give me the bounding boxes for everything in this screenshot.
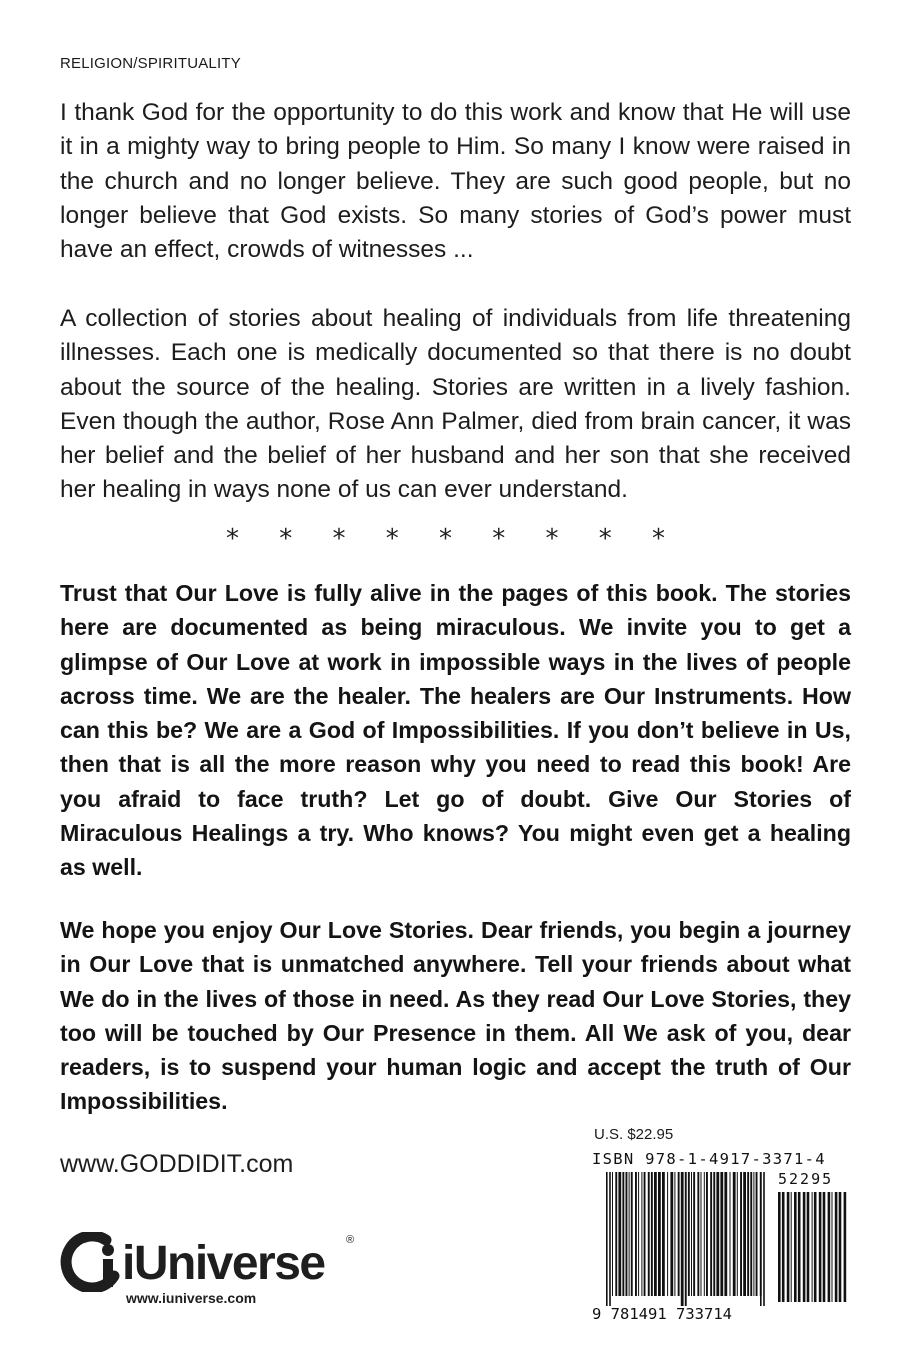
barcode-bar <box>828 1192 831 1302</box>
barcode-bar <box>753 1172 754 1296</box>
barcode-bar <box>823 1192 826 1302</box>
barcode-bar <box>631 1172 633 1296</box>
section-separator: * * * * * * * * * <box>225 524 682 554</box>
barcode-bar <box>606 1172 608 1306</box>
barcode-bar <box>622 1172 624 1296</box>
price-label: U.S. $22.95 <box>594 1126 674 1143</box>
barcode-bar <box>720 1172 723 1296</box>
barcode-bar <box>635 1172 637 1296</box>
barcode-bar <box>626 1172 628 1296</box>
barcode-bar <box>839 1192 842 1302</box>
barcode-bar <box>615 1172 617 1296</box>
barcode-bars <box>592 1172 848 1306</box>
barcode-bar <box>819 1192 822 1302</box>
isbn-barcode <box>592 1150 848 1328</box>
barcode-bar <box>704 1172 705 1296</box>
barcode-bar <box>658 1172 661 1296</box>
publisher-name: iUniverse <box>122 1237 325 1290</box>
barcode-bar <box>724 1172 727 1296</box>
bold-paragraph-enjoy: We hope you enjoy Our Love Stories. Dear friends, you begin a journey in Our Love that is unmatched anywhere. Tell your friends about what We do in the lives of those in need. As they read Our Love Stories, they too will be touched by Our Presence in them. All We ask of you, dear readers, is to suspend your human logic and accept the truth of Our Impossibilities. <box>60 917 851 1115</box>
barcode-bar <box>685 1172 687 1306</box>
barcode-bar <box>733 1172 736 1296</box>
barcode-bar <box>678 1172 680 1296</box>
barcode-bar <box>662 1172 665 1296</box>
addon-code: 52295 <box>778 1170 834 1188</box>
barcode-bar <box>794 1192 797 1302</box>
barcode-bar <box>629 1172 630 1296</box>
barcode-bar <box>641 1172 642 1296</box>
barcode-bar <box>701 1172 702 1296</box>
barcode-bar <box>763 1172 765 1306</box>
publisher-logo <box>60 1228 380 1318</box>
description-paragraph: A collection of stories about healing of individuals from life threatening illnesses. Each one is medically documented so that there is no doubt about the source of the healing. Stories are written in a lively fashion. Even though the author, Rose Ann Palmer, died from brain cancer, it was her belief and the belief of her husband and her son that she received her healing in ways none of us can ever understand. <box>60 305 851 504</box>
barcode-bar <box>688 1172 690 1296</box>
website-link[interactable]: www.GODDIDIT.com <box>60 1150 294 1178</box>
barcode-bar <box>812 1192 813 1302</box>
barcode-bar <box>681 1172 684 1306</box>
barcode-bar <box>782 1192 785 1302</box>
barcode-bar <box>716 1172 719 1296</box>
barcode-bar <box>674 1172 675 1296</box>
barcode-bar <box>654 1172 657 1296</box>
barcode-bar <box>609 1172 611 1306</box>
barcode-bar <box>737 1172 738 1296</box>
barcode-bar <box>651 1172 653 1296</box>
barcode-bar <box>667 1172 668 1296</box>
barcode-bar <box>648 1172 650 1296</box>
barcode-bar <box>835 1192 838 1302</box>
barcode-bar <box>787 1192 790 1302</box>
barcode-bar <box>730 1172 731 1296</box>
publisher-url[interactable]: www.iuniverse.com <box>126 1290 257 1306</box>
barcode-bar <box>778 1192 781 1302</box>
barcode-bar <box>844 1192 847 1302</box>
barcode-bar <box>760 1172 762 1306</box>
barcode-bar <box>713 1172 715 1296</box>
barcode-bar <box>612 1172 613 1296</box>
bold-paragraph-trust: Trust that Our Love is fully alive in the pages of this book. The stories here are documented as being miraculous. We invite you to get a glimpse of Our Love at work in impossible ways in the lives of people across time. We are the healer. The healers are Our Instruments. How can this be? We are a God of Impossibilities. If you don’t believe in Us, then that is all the more reason why you need to read this book! Are you afraid to face truth? Let go of doubt. Give Our Stories of Miraculous Healings a try. Who knows? You might even get a healing as well. <box>60 580 851 881</box>
barcode-bar <box>710 1172 712 1296</box>
isbn-label: ISBN 978-1-4917-3371-4 <box>592 1150 826 1168</box>
registered-mark: ® <box>346 1234 355 1246</box>
book-category: RELIGION/SPIRITUALITY <box>60 55 241 72</box>
barcode-bar <box>638 1172 639 1296</box>
barcode-bar <box>803 1192 806 1302</box>
barcode-bar <box>644 1172 646 1296</box>
barcode-bar <box>670 1172 673 1296</box>
barcode-bar <box>697 1172 699 1296</box>
barcode-bar <box>743 1172 746 1296</box>
barcode-bar <box>747 1172 749 1296</box>
barcode-bar <box>618 1172 621 1296</box>
barcode-bar <box>807 1192 810 1302</box>
ean-digits: 9 781491 733714 <box>592 1305 732 1323</box>
barcode-bar <box>791 1192 792 1302</box>
barcode-bar <box>693 1172 695 1296</box>
barcode-bar <box>814 1192 817 1302</box>
barcode-bar <box>691 1172 692 1296</box>
intro-paragraph: I thank God for the opportunity to do this work and know that He will use it in a mighty way to bring people to Him. So many I know were raised in the church and no longer believe. They are such good people, but no longer believe that God exists. So many stories of God’s power must have an effect, crowds of witnesses ... <box>60 99 851 264</box>
barcode-bar <box>798 1192 801 1302</box>
barcode-bar <box>706 1172 708 1296</box>
barcode-bar <box>740 1172 742 1296</box>
barcode-bar <box>750 1172 752 1296</box>
barcode-bar <box>756 1172 758 1296</box>
iuniverse-swirl-icon <box>60 1232 122 1292</box>
barcode-bar <box>832 1192 833 1302</box>
